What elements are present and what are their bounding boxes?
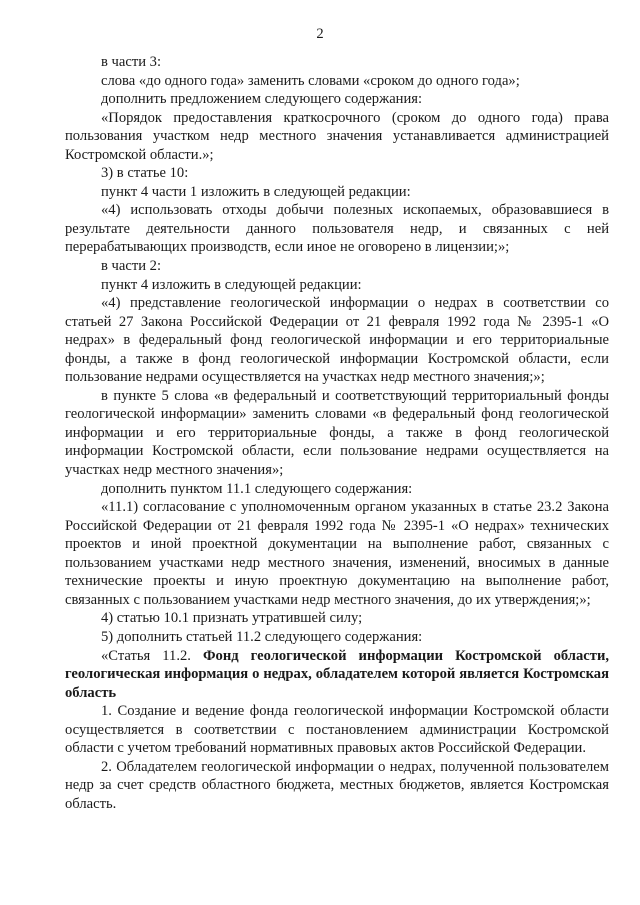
- paragraph: 3) в статье 10:: [101, 165, 189, 182]
- paragraph: в части 2:: [101, 258, 162, 275]
- paragraph: «4) использовать отходы добычи полезных ископаемых, образовавшиеся в результате деятельности данного пользователя недр, и связанных с ней перерабатывающих производств, если иное не оговорено в лицензии;»;: [65, 202, 609, 256]
- paragraph: слова «до одного года» заменить словами «сроком до одного года»;: [101, 72, 520, 89]
- article-title: Фонд геологической информации Костромской области, геологическая информация о недрах, обладателем которой является Костромская область: [65, 647, 609, 701]
- article-heading: [65, 647, 609, 703]
- paragraph: «11.1) согласование с уполномоченным органом указанных в статье 23.2 Закона Российской Федерации от 21 февраля 1992 года № 2395-1 «О недрах» технических проектов и иной проектной документации на выполнение работ, связанных с пользованием участками недр местного значения, изменений, вносимых в данные технические проекты и иную проектную документацию на выполнение работ, связанных с пользованием участками недр местного значения, до их утверждения;»;: [65, 499, 609, 608]
- page-number: 2: [316, 26, 324, 42]
- paragraph: «Порядок предоставления краткосрочного (сроком до одного года) права пользования участком недр местного значения устанавливается администрацией Костромской области.»;: [65, 109, 609, 163]
- document-body: [65, 53, 609, 813]
- paragraph: 2. Обладателем геологической информации о недрах, полученной пользователем недр за счет средств областного бюджета, местных бюджетов, является Костромская область.: [65, 758, 609, 812]
- article-prefix: «Статья 11.2.: [101, 647, 203, 664]
- paragraph: «4) представление геологической информации о недрах в соответствии со статьей 27 Закона Российской Федерации от 21 февраля 1992 года № 2395-1 «О недрах» в федеральный фонд геологической информации и его территориальные фонды, а также в фонд геологической информации Костромской области, если пользование недрами осуществляется на участках недр местного значения;»;: [65, 295, 609, 386]
- paragraph: пункт 4 изложить в следующей редакции:: [101, 276, 362, 293]
- paragraph: 5) дополнить статьей 11.2 следующего содержания:: [101, 628, 423, 645]
- paragraph: пункт 4 части 1 изложить в следующей редакции:: [101, 183, 411, 200]
- paragraph: в пункте 5 слова «в федеральный и соответствующий территориальный фонды геологической информации» заменить словами «в федеральный фонд геологической информации и его территориальные фонды, а также в фонд геологической информации Костромской области, если пользование недрами осуществляется на участках недр местного значения»;: [65, 387, 609, 479]
- paragraph: 4) статью 10.1 признать утратившей силу;: [101, 610, 363, 627]
- paragraph: дополнить пунктом 11.1 следующего содержания:: [101, 480, 413, 497]
- paragraph: дополнить предложением следующего содержания:: [101, 91, 423, 108]
- paragraph: в части 3:: [101, 54, 162, 70]
- paragraph: 1. Создание и ведение фонда геологической информации Костромской области осуществляется в соответствии с постановлением администрации Костромской области с учетом требований нормативных правовых актов Российской Федерации.: [65, 703, 609, 757]
